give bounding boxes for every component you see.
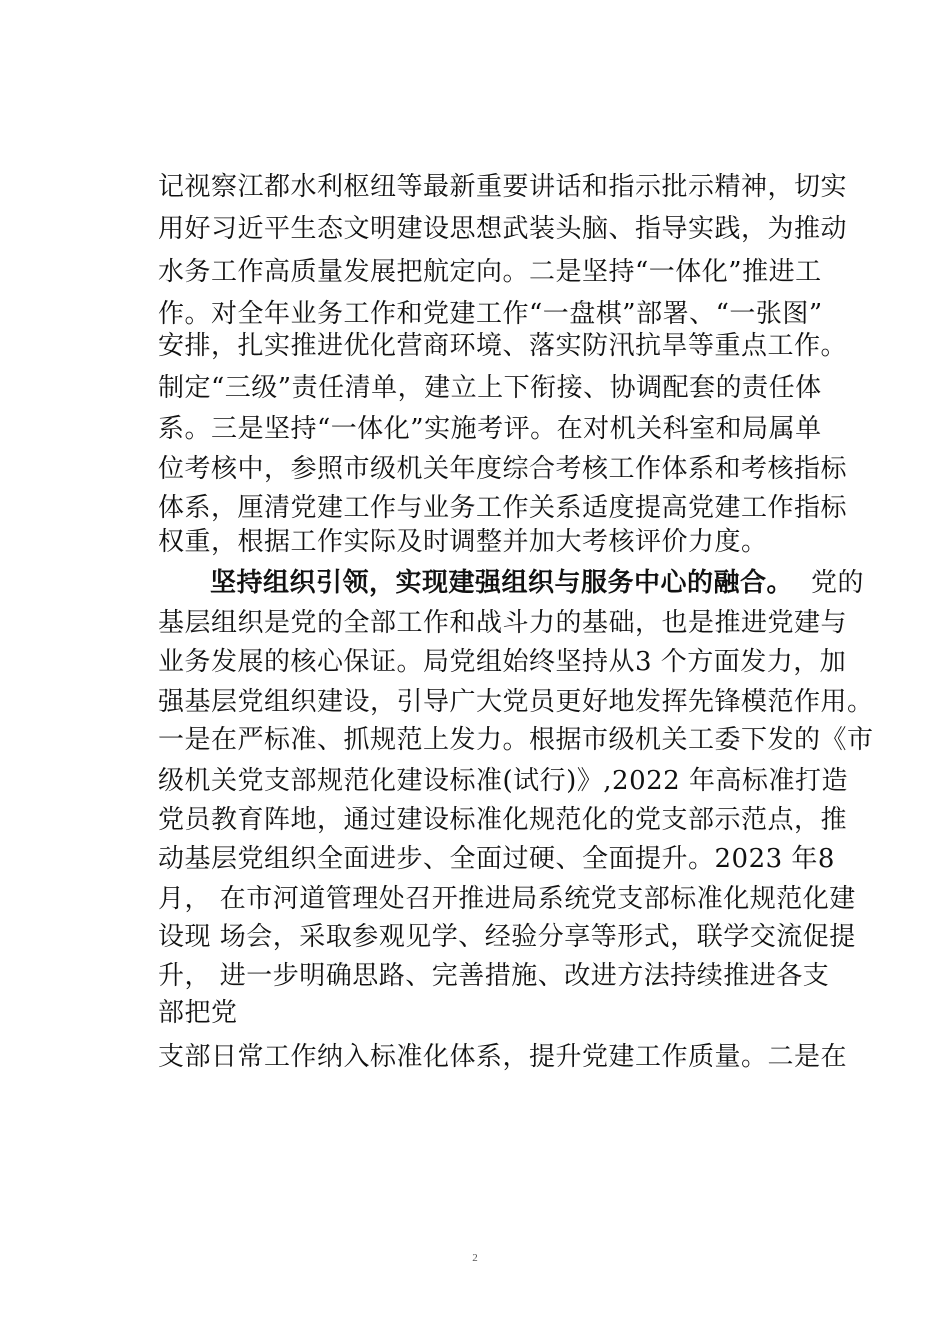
paragraph-line: 动基层党组织全面进步、全面过硬、全面提升。2023 年8: [158, 844, 835, 874]
paragraph-line: 业务发展的核心保证。局党组始终坚持从3 个方面发力，加: [158, 647, 847, 677]
paragraph-line: 升， 进一步明确思路、完善措施、改进方法持续推进各支: [158, 961, 830, 991]
paragraph-line: 部把党: [158, 998, 238, 1028]
paragraph-line: 设现 场会，采取参观见学、经验分享等形式，联学交流促提: [158, 922, 856, 952]
paragraph-line: 水务工作高质量发展把航定向。二是坚持“一体化”推进工: [158, 257, 822, 287]
section-heading: 坚持组织引领，实现建强组织与服务中心的融合。: [210, 568, 794, 598]
paragraph-line: 支部日常工作纳入标准化体系，提升党建工作质量。二是在: [158, 1042, 848, 1072]
page-number: 2: [472, 1252, 478, 1264]
paragraph-line: 制定“三级”责任清单，建立上下衔接、协调配套的责任体: [158, 373, 822, 403]
paragraph-line: 党员教育阵地，通过建设标准化规范化的党支部示范点，推: [158, 805, 848, 835]
paragraph-line: 权重，根据工作实际及时调整并加大考核评价力度。: [158, 527, 768, 557]
paragraph-line: 记视察江都水利枢纽等最新重要讲话和指示批示精神，切实: [158, 172, 848, 202]
paragraph-line: 强基层党组织建设，引导广大党员更好地发挥先锋模范作用。: [158, 687, 874, 717]
paragraph-line: 一是在严标准、抓规范上发力。根据市级机关工委下发的《市: [158, 725, 874, 755]
paragraph-line: 安排，扎实推进优化营商环境、落实防汛抗旱等重点工作。: [158, 331, 848, 361]
paragraph-line: 用好习近平生态文明建设思想武装头脑、指导实践，为推动: [158, 214, 848, 244]
paragraph-line: 位考核中，参照市级机关年度综合考核工作体系和考核指标: [158, 454, 848, 484]
paragraph-line: 月， 在市河道管理处召开推进局系统党支部标准化规范化建: [158, 884, 856, 914]
paragraph-line: 系。三是坚持“一体化”实施考评。在对机关科室和局属单: [158, 414, 822, 444]
paragraph-line: 基层组织是党的全部工作和战斗力的基础，也是推进党建与: [158, 608, 848, 638]
section-heading-tail: 党的: [811, 568, 865, 598]
section-heading-line: [210, 566, 865, 600]
paragraph-line: 作。对全年业务工作和党建工作“一盘棋”部署、“一张图”: [158, 299, 823, 329]
paragraph-line: 体系，厘清党建工作与业务工作关系适度提高党建工作指标: [158, 493, 848, 523]
paragraph-line: 级机关党支部规范化建设标准(试行)》,2022 年高标准打造: [158, 766, 848, 796]
